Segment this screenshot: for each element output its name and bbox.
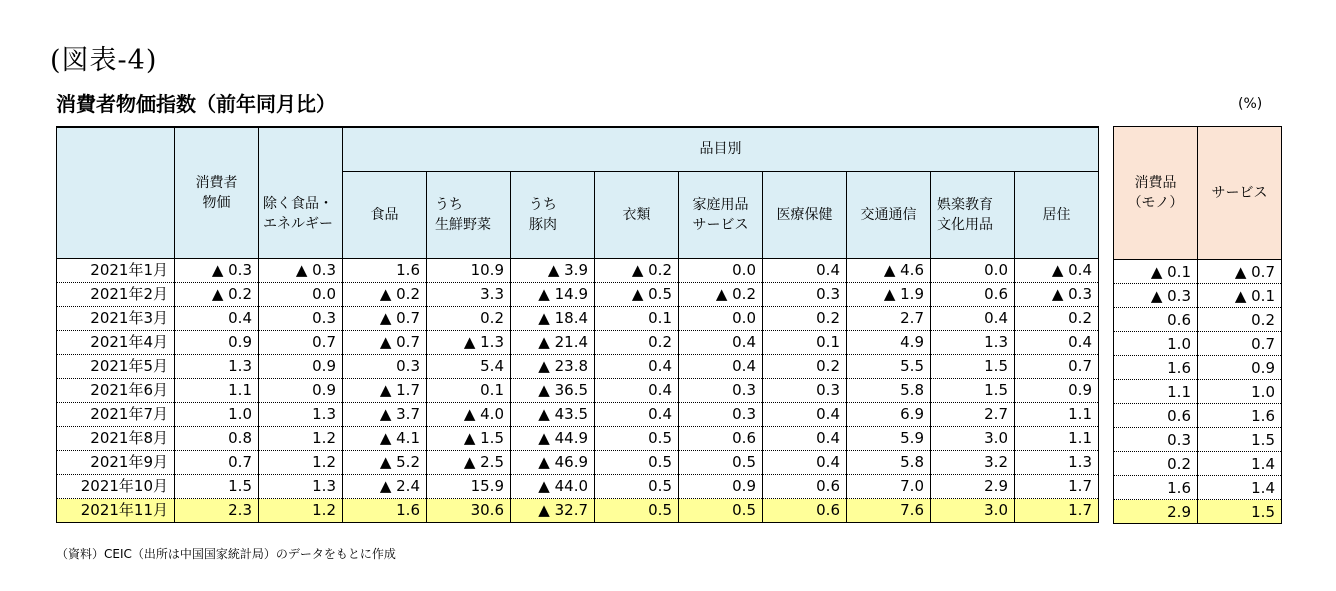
- table-row: [57, 330, 1099, 354]
- cell-clothing: 0.4: [595, 378, 679, 402]
- figure-label: (図表-4): [50, 45, 158, 76]
- cell-transport: 6.9: [847, 402, 931, 426]
- header-transport: 交通通信: [847, 171, 931, 258]
- header-pork: うち 豚肉: [511, 171, 595, 258]
- table-row: [57, 354, 1099, 378]
- row-month: 2021年5月: [57, 354, 175, 378]
- cell-medical: 0.6: [763, 474, 847, 498]
- row-month: 2021年11月: [57, 498, 175, 522]
- cell-veg: 5.4: [427, 354, 511, 378]
- header-group: 品目別: [343, 127, 1099, 171]
- cell-cpi: 0.8: [175, 426, 259, 450]
- cell-services: 1.5: [1198, 500, 1282, 524]
- cell-pork: ▲ 3.9: [511, 258, 595, 282]
- cell-pork: ▲ 44.0: [511, 474, 595, 498]
- cell-education: 1.5: [931, 354, 1015, 378]
- cell-household: 0.5: [679, 498, 763, 522]
- table-row: [1114, 404, 1282, 428]
- cell-core: 0.9: [259, 354, 343, 378]
- cell-food: ▲ 5.2: [343, 450, 427, 474]
- cell-pork: ▲ 14.9: [511, 282, 595, 306]
- table-row: [1114, 500, 1282, 524]
- cell-education: 1.3: [931, 330, 1015, 354]
- cpi-main-table: [56, 126, 1099, 523]
- cell-veg: ▲ 4.0: [427, 402, 511, 426]
- header-core-top: [259, 127, 343, 171]
- goods-services-table: [1113, 126, 1282, 524]
- cell-food: 0.3: [343, 354, 427, 378]
- cell-housing: 0.9: [1015, 378, 1099, 402]
- cell-goods: ▲ 0.1: [1114, 260, 1198, 284]
- header-household: 家庭用品 サービス: [679, 171, 763, 258]
- cell-veg: ▲ 1.3: [427, 330, 511, 354]
- cell-medical: 0.4: [763, 402, 847, 426]
- cell-clothing: 0.1: [595, 306, 679, 330]
- cell-core: 1.3: [259, 474, 343, 498]
- cell-pork: ▲ 46.9: [511, 450, 595, 474]
- cell-goods: 1.6: [1114, 476, 1198, 500]
- cell-education: 3.0: [931, 498, 1015, 522]
- cell-medical: 0.6: [763, 498, 847, 522]
- cell-services: 0.2: [1198, 308, 1282, 332]
- cell-services: 1.6: [1198, 404, 1282, 428]
- cell-cpi: 1.5: [175, 474, 259, 498]
- cell-core: 1.2: [259, 498, 343, 522]
- header-veg: うち 生鮮野菜: [427, 171, 511, 258]
- cell-household: 0.6: [679, 426, 763, 450]
- cell-housing: ▲ 0.3: [1015, 282, 1099, 306]
- cell-goods: ▲ 0.3: [1114, 284, 1198, 308]
- table-row: [1114, 260, 1282, 284]
- cell-transport: 5.8: [847, 378, 931, 402]
- cell-medical: 0.2: [763, 354, 847, 378]
- cell-goods: 1.0: [1114, 332, 1198, 356]
- cell-clothing: 0.4: [595, 402, 679, 426]
- cell-housing: ▲ 0.4: [1015, 258, 1099, 282]
- cell-medical: 0.4: [763, 426, 847, 450]
- cell-housing: 0.4: [1015, 330, 1099, 354]
- cell-food: 1.6: [343, 498, 427, 522]
- cell-cpi: 0.9: [175, 330, 259, 354]
- cell-medical: 0.3: [763, 282, 847, 306]
- table-row: [57, 426, 1099, 450]
- header-cpi: 消費者 物価: [175, 127, 259, 258]
- cell-veg: 15.9: [427, 474, 511, 498]
- header-food: 食品: [343, 171, 427, 258]
- cell-cpi: ▲ 0.2: [175, 282, 259, 306]
- table-row: [57, 378, 1099, 402]
- cell-housing: 0.2: [1015, 306, 1099, 330]
- cell-veg: 30.6: [427, 498, 511, 522]
- cell-cpi: 1.1: [175, 378, 259, 402]
- cell-core: 0.7: [259, 330, 343, 354]
- cell-core: 0.0: [259, 282, 343, 306]
- cell-transport: 2.7: [847, 306, 931, 330]
- cell-household: 0.3: [679, 378, 763, 402]
- cell-clothing: 0.5: [595, 426, 679, 450]
- cell-transport: 5.9: [847, 426, 931, 450]
- cell-medical: 0.4: [763, 258, 847, 282]
- cell-cpi: 0.7: [175, 450, 259, 474]
- table-title: 消費者物価指数（前年同月比）: [56, 92, 336, 116]
- cell-transport: 7.0: [847, 474, 931, 498]
- table-row: [57, 258, 1099, 282]
- cell-services: ▲ 0.7: [1198, 260, 1282, 284]
- cell-education: 3.2: [931, 450, 1015, 474]
- cell-pork: ▲ 36.5: [511, 378, 595, 402]
- table-row: [57, 474, 1099, 498]
- row-month: 2021年4月: [57, 330, 175, 354]
- header-housing: 居住: [1015, 171, 1099, 258]
- cell-transport: ▲ 1.9: [847, 282, 931, 306]
- row-month: 2021年1月: [57, 258, 175, 282]
- cell-education: 2.9: [931, 474, 1015, 498]
- cell-clothing: ▲ 0.2: [595, 258, 679, 282]
- cell-goods: 0.3: [1114, 428, 1198, 452]
- cell-services: 1.5: [1198, 428, 1282, 452]
- cell-veg: ▲ 1.5: [427, 426, 511, 450]
- cell-clothing: 0.4: [595, 354, 679, 378]
- cell-cpi: 1.0: [175, 402, 259, 426]
- cell-core: ▲ 0.3: [259, 258, 343, 282]
- cell-transport: 7.6: [847, 498, 931, 522]
- table-row: [57, 306, 1099, 330]
- cell-household: ▲ 0.2: [679, 282, 763, 306]
- cell-goods: 1.1: [1114, 380, 1198, 404]
- cell-pork: ▲ 44.9: [511, 426, 595, 450]
- cell-transport: 5.8: [847, 450, 931, 474]
- cell-core: 0.9: [259, 378, 343, 402]
- cell-education: 2.7: [931, 402, 1015, 426]
- source-note: （資料）CEIC（出所は中国国家統計局）のデータをもとに作成: [56, 547, 396, 561]
- cell-household: 0.5: [679, 450, 763, 474]
- table-row: [57, 402, 1099, 426]
- cell-core: 1.2: [259, 450, 343, 474]
- cell-veg: 10.9: [427, 258, 511, 282]
- cell-services: ▲ 0.1: [1198, 284, 1282, 308]
- cell-cpi: 1.3: [175, 354, 259, 378]
- cell-food: ▲ 1.7: [343, 378, 427, 402]
- cell-household: 0.0: [679, 258, 763, 282]
- row-month: 2021年6月: [57, 378, 175, 402]
- unit-label: (%): [1238, 96, 1263, 112]
- cell-food: ▲ 0.7: [343, 330, 427, 354]
- cell-goods: 2.9: [1114, 500, 1198, 524]
- cell-services: 0.7: [1198, 332, 1282, 356]
- table-row: [1114, 284, 1282, 308]
- cell-veg: 3.3: [427, 282, 511, 306]
- cell-medical: 0.3: [763, 378, 847, 402]
- header-goods: 消費品 （モノ）: [1114, 127, 1198, 260]
- cell-food: ▲ 4.1: [343, 426, 427, 450]
- table-row: [57, 450, 1099, 474]
- header-core: 除く食品・ エネルギー: [259, 171, 343, 258]
- cell-education: 0.0: [931, 258, 1015, 282]
- cell-food: ▲ 2.4: [343, 474, 427, 498]
- cell-household: 0.0: [679, 306, 763, 330]
- cell-housing: 1.7: [1015, 498, 1099, 522]
- cell-pork: ▲ 32.7: [511, 498, 595, 522]
- cell-housing: 1.7: [1015, 474, 1099, 498]
- cell-clothing: 0.5: [595, 498, 679, 522]
- cell-veg: 0.1: [427, 378, 511, 402]
- cell-veg: ▲ 2.5: [427, 450, 511, 474]
- row-month: 2021年10月: [57, 474, 175, 498]
- cell-food: ▲ 0.2: [343, 282, 427, 306]
- header-medical: 医療保健: [763, 171, 847, 258]
- cell-services: 0.9: [1198, 356, 1282, 380]
- table-row: [1114, 332, 1282, 356]
- header-services: サービス: [1198, 127, 1282, 260]
- cell-clothing: ▲ 0.5: [595, 282, 679, 306]
- cell-services: 1.4: [1198, 452, 1282, 476]
- cell-goods: 0.6: [1114, 404, 1198, 428]
- row-month: 2021年8月: [57, 426, 175, 450]
- cell-housing: 1.1: [1015, 426, 1099, 450]
- row-month: 2021年7月: [57, 402, 175, 426]
- cell-clothing: 0.2: [595, 330, 679, 354]
- cell-education: 3.0: [931, 426, 1015, 450]
- cell-cpi: 2.3: [175, 498, 259, 522]
- cell-housing: 1.3: [1015, 450, 1099, 474]
- cell-cpi: 0.4: [175, 306, 259, 330]
- table-row: [1114, 428, 1282, 452]
- row-month: 2021年9月: [57, 450, 175, 474]
- cell-food: 1.6: [343, 258, 427, 282]
- cell-goods: 0.6: [1114, 308, 1198, 332]
- cell-medical: 0.1: [763, 330, 847, 354]
- table-row: [1114, 452, 1282, 476]
- cell-household: 0.3: [679, 402, 763, 426]
- header-education: 娯楽教育 文化用品: [931, 171, 1015, 258]
- row-month: 2021年2月: [57, 282, 175, 306]
- cell-household: 0.4: [679, 354, 763, 378]
- cell-transport: ▲ 4.6: [847, 258, 931, 282]
- cell-clothing: 0.5: [595, 450, 679, 474]
- cell-housing: 1.1: [1015, 402, 1099, 426]
- cell-clothing: 0.5: [595, 474, 679, 498]
- cell-pork: ▲ 18.4: [511, 306, 595, 330]
- header-corner: [57, 127, 175, 258]
- cell-education: 0.4: [931, 306, 1015, 330]
- table-row: [1114, 356, 1282, 380]
- table-row: [57, 498, 1099, 522]
- table-row: [1114, 476, 1282, 500]
- cell-household: 0.4: [679, 330, 763, 354]
- row-month: 2021年3月: [57, 306, 175, 330]
- cell-food: ▲ 3.7: [343, 402, 427, 426]
- cell-services: 1.0: [1198, 380, 1282, 404]
- table-row: [57, 282, 1099, 306]
- cell-food: ▲ 0.7: [343, 306, 427, 330]
- cell-goods: 0.2: [1114, 452, 1198, 476]
- cell-transport: 4.9: [847, 330, 931, 354]
- table-row: [1114, 380, 1282, 404]
- cell-core: 1.2: [259, 426, 343, 450]
- cell-core: 0.3: [259, 306, 343, 330]
- cell-household: 0.9: [679, 474, 763, 498]
- cell-cpi: ▲ 0.3: [175, 258, 259, 282]
- cell-services: 1.4: [1198, 476, 1282, 500]
- cell-housing: 0.7: [1015, 354, 1099, 378]
- cell-pork: ▲ 43.5: [511, 402, 595, 426]
- cell-education: 1.5: [931, 378, 1015, 402]
- cell-veg: 0.2: [427, 306, 511, 330]
- cell-pork: ▲ 23.8: [511, 354, 595, 378]
- cell-education: 0.6: [931, 282, 1015, 306]
- table-row: [1114, 308, 1282, 332]
- header-clothing: 衣類: [595, 171, 679, 258]
- cell-goods: 1.6: [1114, 356, 1198, 380]
- cell-transport: 5.5: [847, 354, 931, 378]
- cell-core: 1.3: [259, 402, 343, 426]
- cell-medical: 0.2: [763, 306, 847, 330]
- cell-medical: 0.4: [763, 450, 847, 474]
- cell-pork: ▲ 21.4: [511, 330, 595, 354]
